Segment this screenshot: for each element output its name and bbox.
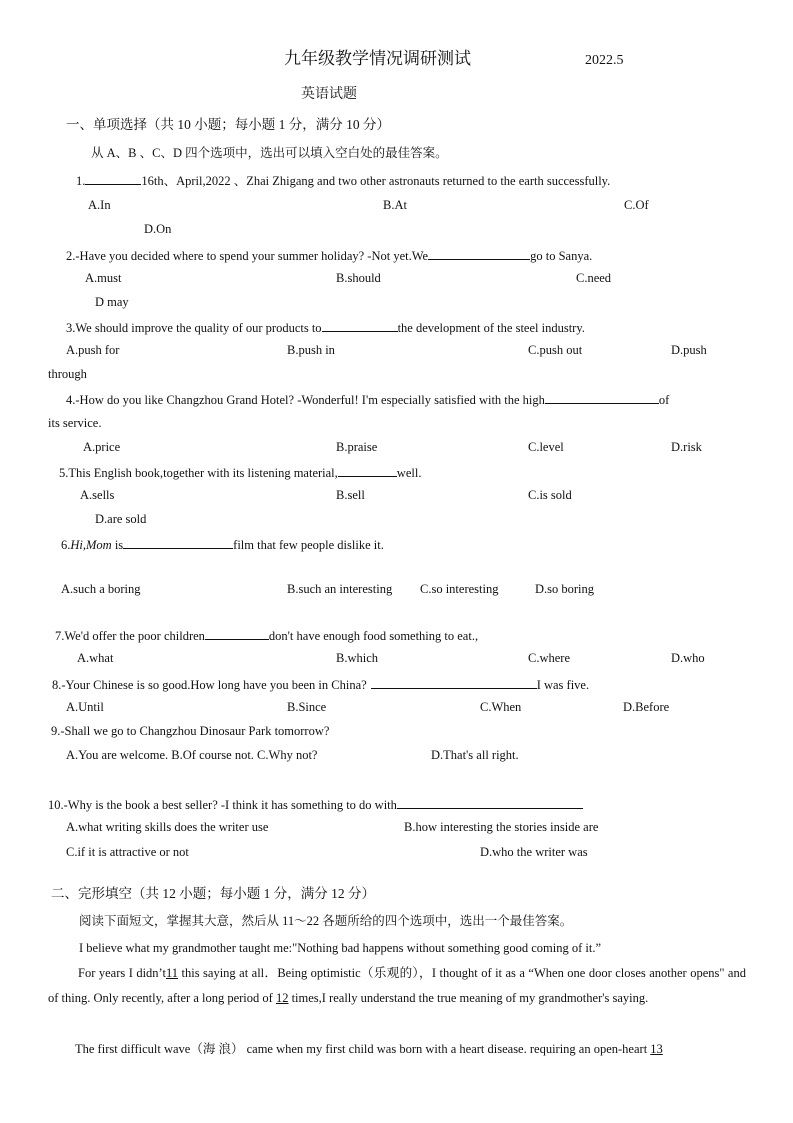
q4-option-c: C.level xyxy=(528,440,564,454)
q10-text-pre: 10.-Why is the book a best seller? -I think it has something to do with xyxy=(48,798,397,812)
q5-option-c: C.is sold xyxy=(528,488,572,502)
question-1 xyxy=(76,171,610,189)
page-subtitle: 英语试题 xyxy=(301,87,357,102)
q6-number: 6. xyxy=(61,538,71,552)
section1-heading: 一、单项选择（共 10 小题；每小题 1 分，满分 10 分） xyxy=(66,117,390,132)
q4-option-b: B.praise xyxy=(336,440,378,454)
q8-text-pre: 8.-Your Chinese is so good.How long have you been in China? xyxy=(52,678,367,692)
q4-text-continued: its service. xyxy=(48,416,102,430)
q1-option-b: B.At xyxy=(383,198,407,212)
q3-option-b: B.push in xyxy=(287,343,335,357)
p2-text-b: this saying at all．Being optimistic（乐观的），I thought of it as a “When one door closes another opens" and of thing. Only recently, after a long period of xyxy=(48,966,746,1005)
q7-blank xyxy=(205,626,269,640)
p3-text-a: The first difficult wave（海 浪） came when my first child was born with a heart disease. requiring an open-heart xyxy=(75,1042,651,1056)
question-3 xyxy=(66,318,585,336)
q3-option-d-continued: through xyxy=(48,367,87,381)
q5-text-post: well. xyxy=(396,466,422,480)
q7-option-b: B.which xyxy=(336,651,379,665)
q3-text-pre: 3.We should improve the quality of our products to xyxy=(66,321,322,335)
q4-option-a: A.price xyxy=(83,440,121,454)
question-4 xyxy=(66,390,669,408)
blank-11: 11 xyxy=(165,966,179,980)
q6-text-mid: is xyxy=(111,538,124,552)
q3-text-post: the development of the steel industry. xyxy=(397,321,585,335)
q7-option-a: A.what xyxy=(77,651,114,665)
q1-option-c: C.Of xyxy=(624,198,649,212)
q8-option-d: D.Before xyxy=(623,700,670,714)
q5-blank xyxy=(338,463,397,477)
q4-blank xyxy=(545,390,659,404)
q2-option-c: C.need xyxy=(576,271,612,285)
q7-text-pre: 7.We'd offer the poor children xyxy=(55,629,205,643)
q10-option-a: A.what writing skills does the writer use xyxy=(66,820,269,834)
q3-option-c: C.push out xyxy=(528,343,583,357)
q8-option-a: A.Until xyxy=(66,700,104,714)
q1-text: 16th、April,2022 、Zhai Zhigang and two other astronauts returned to the earth successfully. xyxy=(141,174,611,188)
p2-text-a: For years I didn’t xyxy=(78,966,166,980)
q2-option-a: A.must xyxy=(85,271,122,285)
q5-option-d: D.are sold xyxy=(95,512,147,526)
q1-blank xyxy=(85,171,141,185)
p2-text-c: times,I really understand the true meaning of my grandmother's saying. xyxy=(288,991,649,1005)
question-10 xyxy=(48,795,583,813)
q1-number: 1. xyxy=(76,174,86,188)
q2-text-pre: 2.-Have you decided where to spend your summer holiday? -Not yet.We xyxy=(66,249,429,263)
section2-heading: 二、完形填空（共 12 小题；每小题 1 分，满分 12 分） xyxy=(51,886,375,901)
q4-option-d: D.risk xyxy=(671,440,702,454)
q7-option-d: D.who xyxy=(671,651,705,665)
q2-text-post: go to Sanya. xyxy=(530,249,593,263)
q2-option-d: D may xyxy=(95,295,129,309)
q8-option-b: B.Since xyxy=(287,700,327,714)
passage-paragraph-2 xyxy=(48,961,746,1011)
blank-12: 12 xyxy=(275,991,289,1005)
q6-option-d: D.so boring xyxy=(535,582,595,596)
question-5 xyxy=(59,463,421,481)
q10-blank xyxy=(397,795,583,809)
q7-text-post: don't have enough food something to eat., xyxy=(268,629,479,643)
q5-text-pre: 5.This English book,together with its listening material, xyxy=(59,466,338,480)
q2-blank xyxy=(428,246,530,260)
page-title: 九年级教学情况调研测试 xyxy=(284,49,471,68)
q10-option-b: B.how interesting the stories inside are xyxy=(404,820,599,834)
question-8 xyxy=(52,675,589,693)
q6-text-post: film that few people dislike it. xyxy=(233,538,384,552)
blank-13: 13 xyxy=(650,1042,663,1056)
q8-option-c: C.When xyxy=(480,700,522,714)
q1-option-d: D.On xyxy=(144,222,172,236)
q8-text-post: I was five. xyxy=(536,678,590,692)
section1-instruction: 从 A、B 、C、D 四个选项中，选出可以填入空白处的最佳答案。 xyxy=(91,146,448,160)
question-9: 9.-Shall we go to Changzhou Dinosaur Park tomorrow? xyxy=(51,724,330,738)
q6-option-c: C.so interesting xyxy=(420,582,499,596)
question-6 xyxy=(61,535,384,553)
q10-option-c: C.if it is attractive or not xyxy=(66,845,189,859)
q3-option-d: D.push xyxy=(671,343,707,357)
q2-option-b: B.should xyxy=(336,271,381,285)
q1-option-a: A.In xyxy=(88,198,111,212)
q7-option-c: C.where xyxy=(528,651,570,665)
q3-blank xyxy=(322,318,398,332)
q4-text-pre: 4.-How do you like Changzhou Grand Hotel? -Wonderful! I'm especially satisfied with the high xyxy=(66,393,545,407)
question-7 xyxy=(55,626,478,644)
q10-option-d: D.who the writer was xyxy=(480,845,588,859)
q6-option-b: B.such an interesting xyxy=(287,582,393,596)
passage-paragraph-3 xyxy=(75,1041,663,1057)
q4-text-post: of xyxy=(658,393,670,407)
exam-date: 2022.5 xyxy=(585,53,624,68)
q8-blank xyxy=(371,675,537,689)
q6-blank xyxy=(123,535,233,549)
q5-option-a: A.sells xyxy=(80,488,115,502)
q9-option-d: D.That's all right. xyxy=(431,748,519,762)
q3-option-a: A.push for xyxy=(66,343,120,357)
passage-paragraph-1: I believe what my grandmother taught me:"Nothing bad happens without something good coming of it.” xyxy=(79,941,602,955)
section2-instruction: 阅读下面短文，掌握其大意，然后从 11～22 各题所给的四个选项中，选出一个最佳答案。 xyxy=(79,914,573,928)
q5-option-b: B.sell xyxy=(336,488,365,502)
q6-film-title: Hi,Mom xyxy=(70,538,112,552)
q6-option-a: A.such a boring xyxy=(61,582,141,596)
q9-options-abc: A.You are welcome. B.Of course not. C.Why not? xyxy=(66,748,318,762)
question-2 xyxy=(66,246,592,264)
